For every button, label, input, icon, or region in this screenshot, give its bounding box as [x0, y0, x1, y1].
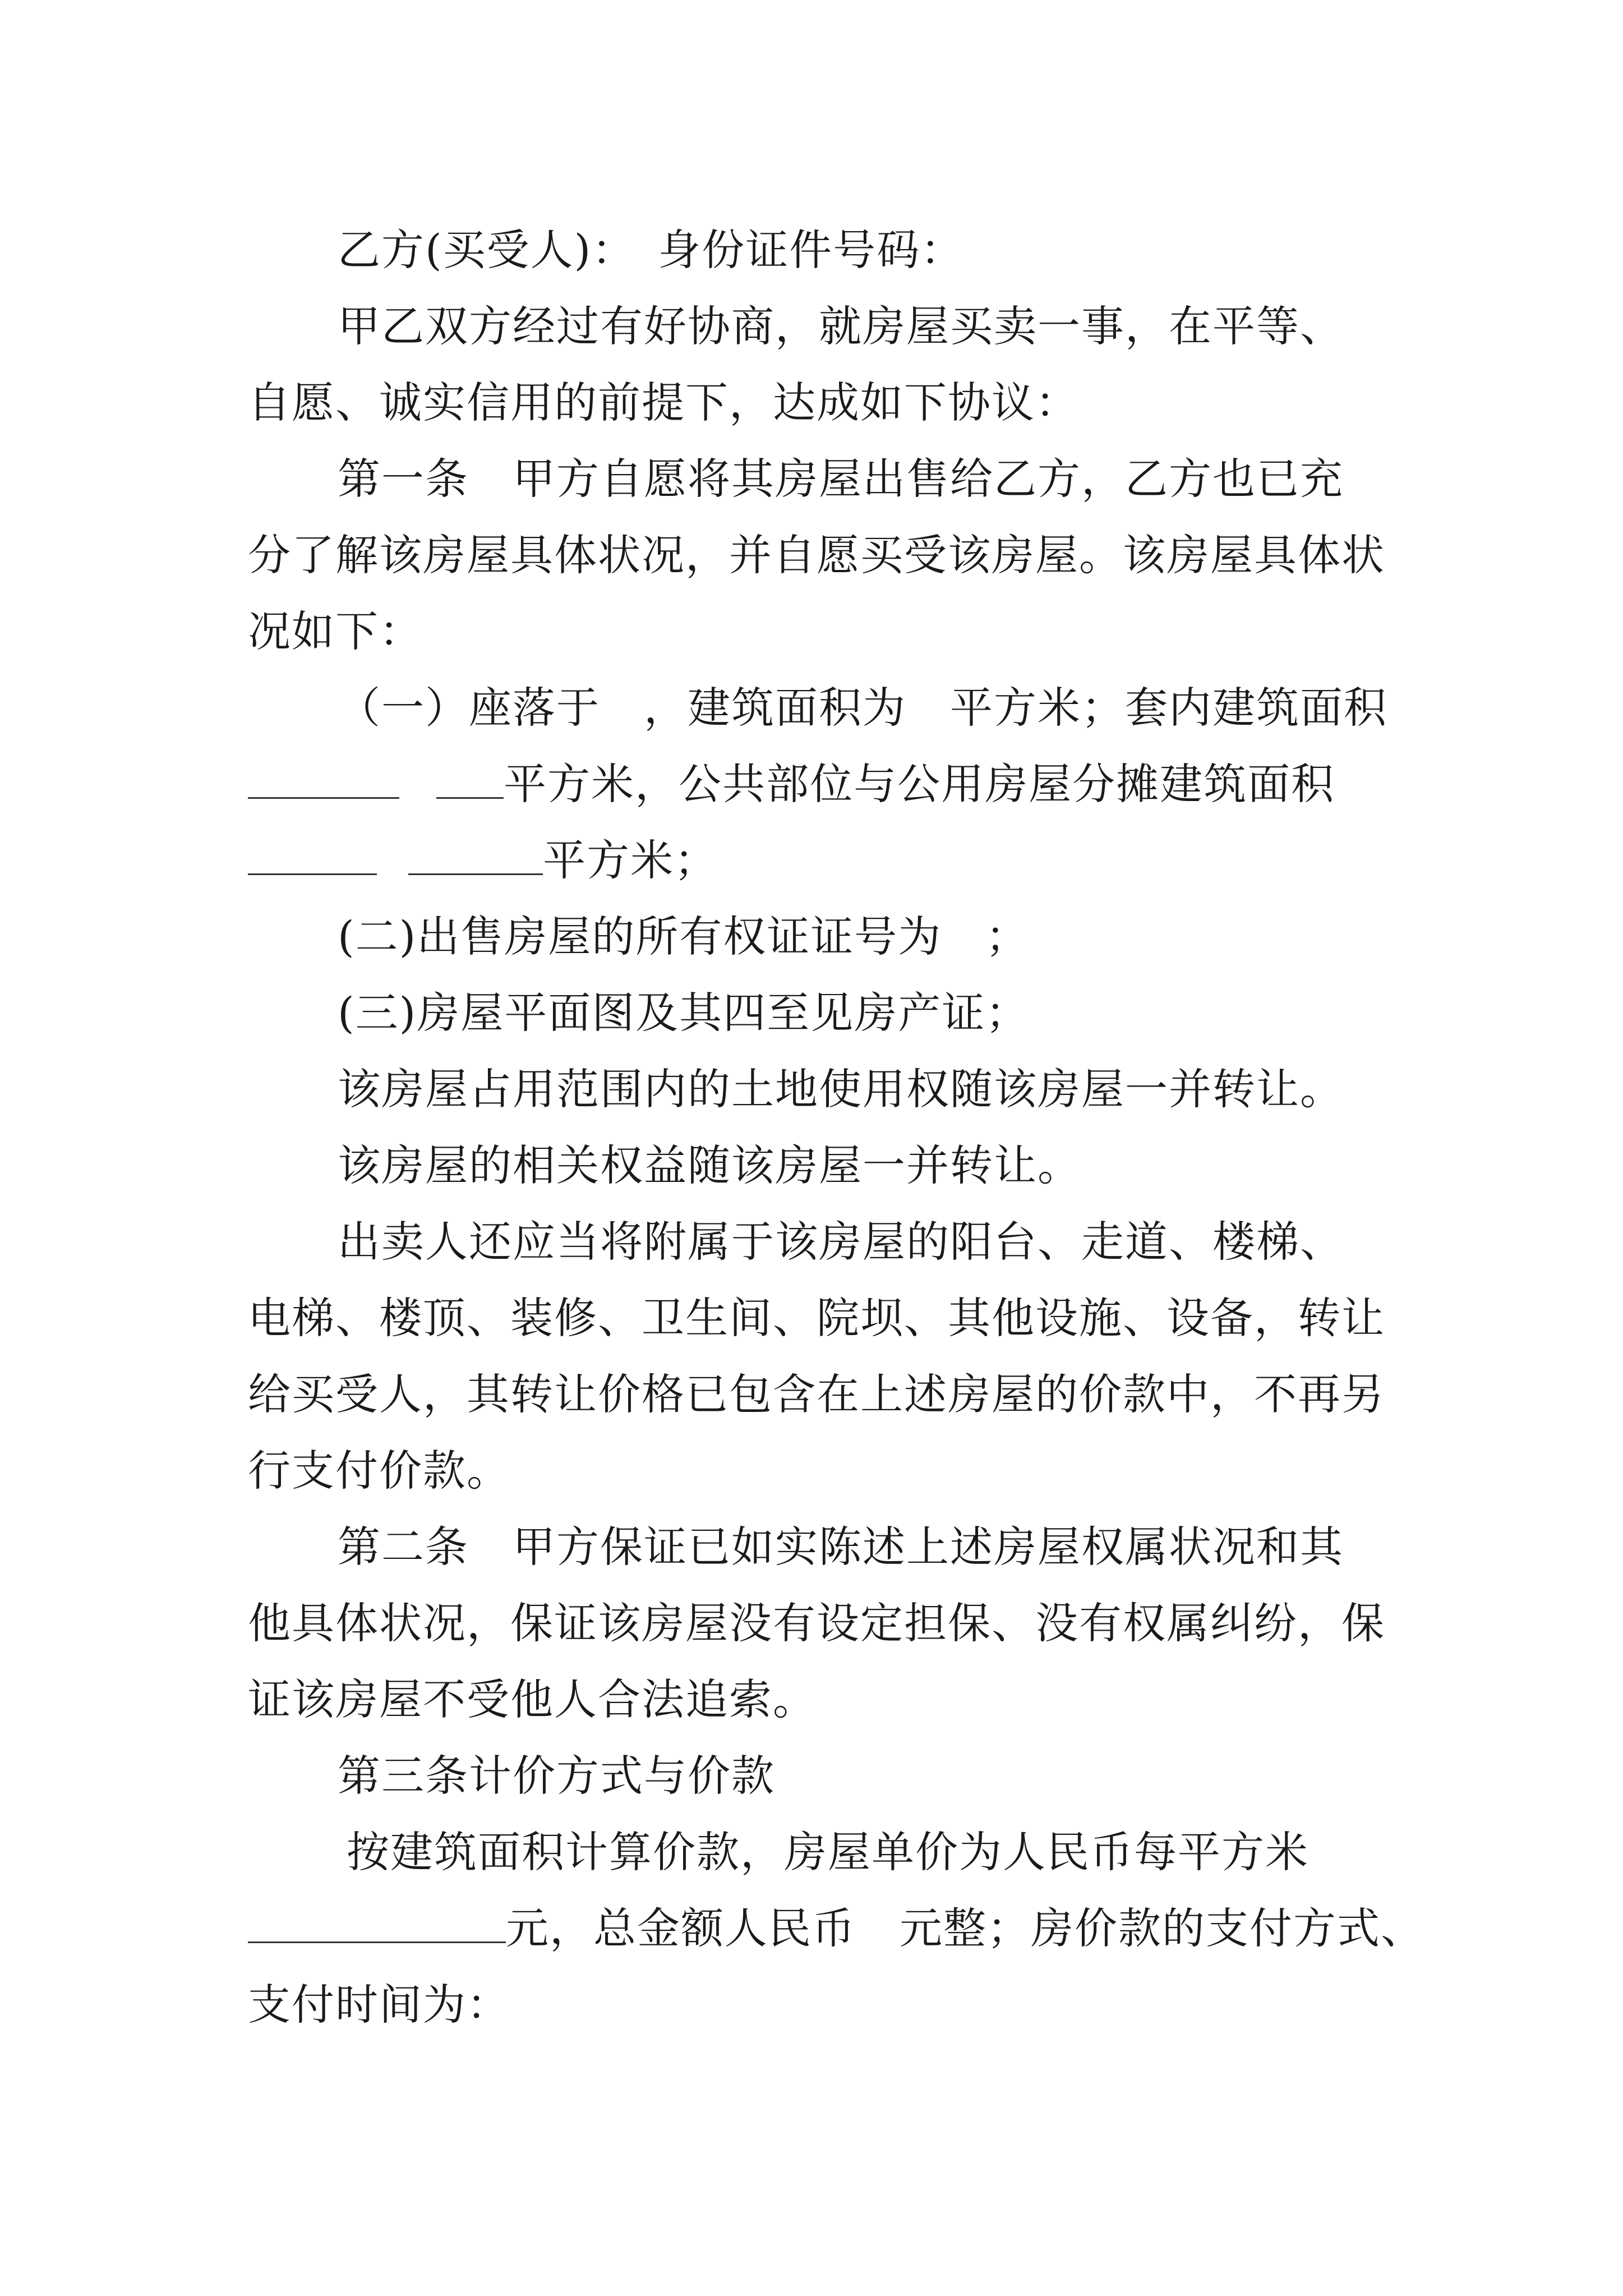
article-3-title: 第三条计价方式与价款 — [338, 1751, 775, 1801]
land-use-line: 该房屋占用范围内的土地使用权随该房屋一并转让。 — [338, 1064, 1344, 1114]
preamble-paragraph: 甲乙双方经过有好协商，就房屋买卖一事，在平等、自愿、诚实信用的前提下，达成如下协议： — [248, 301, 1344, 427]
article-2-paragraph: 第二条 甲方保证已如实陈述上述房屋权属状况和其他具体状况，保证该房屋没有设定担保、没有权属纠纷，保证该房屋不受他人合法追索。 — [248, 1522, 1385, 1724]
blank-unit-price — [248, 1902, 506, 1943]
blank-shared-area-2 — [408, 834, 543, 875]
item-1-line-2 — [248, 746, 1335, 822]
item-1-line-2-text: 平方米，公共部位与公用房屋分摊建筑面积 — [504, 759, 1335, 809]
article-1-paragraph: 第一条 甲方自愿将其房屋出售给乙方，乙方也已充分了解该房屋具体状况，并自愿买受该房屋。该房屋具体状况如下： — [248, 454, 1385, 656]
item-3-line: (三)房屋平面图及其四至见房产证； — [338, 988, 1030, 1038]
price-line-2 — [248, 1890, 1424, 1967]
attachments-paragraph: 出卖人还应当将附属于该房屋的阳台、走道、楼梯、电梯、楼顶、装修、卫生间、院坝、其他设施、设备，转让给买受人，其转让价格已包含在上述房屋的价款中，不再另行支付价款。 — [248, 1217, 1385, 1496]
item-1-line-3 — [248, 822, 718, 899]
item-2-line: (二)出售房屋的所有权证证号为 ； — [338, 912, 1030, 961]
blank-inner-area — [248, 758, 399, 799]
rights-line: 该房屋的相关权益随该房屋一并转让。 — [338, 1140, 1081, 1190]
blank-shared-area — [248, 834, 377, 875]
price-line-2-text: 元，总金额人民币 元整；房价款的支付方式、 — [506, 1903, 1424, 1953]
party-b-line: 乙方(买受人)： 身份证件号码： — [338, 225, 965, 275]
blank-inner-area-2 — [436, 758, 504, 799]
price-line-1: 按建筑面积计算价款，房屋单价为人民币每平方米 — [347, 1827, 1309, 1877]
item-1-line-3-text: 平方米； — [543, 835, 718, 885]
price-line-3: 支付时间为： — [248, 1980, 510, 2030]
item-1-line-1: （一）座落于 ，建筑面积为 平方米；套内建筑面积 — [338, 683, 1387, 733]
